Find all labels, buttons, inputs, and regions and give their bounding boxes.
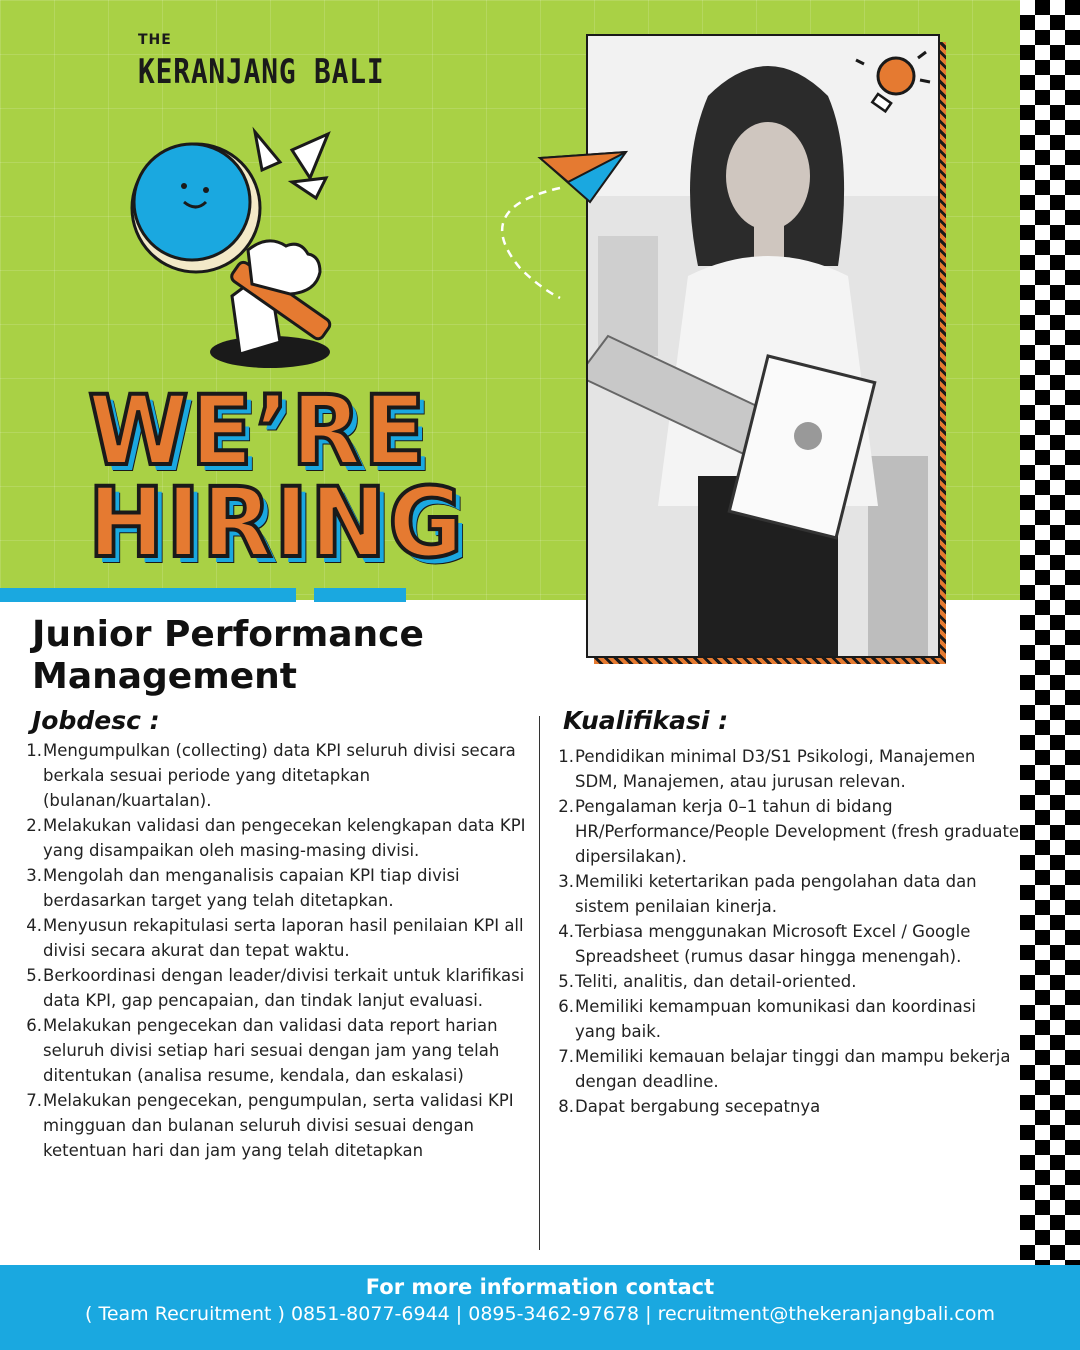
list-item: 7. Memiliki kemauan belajar tinggi dan mampu bekerja dengan deadline.: [558, 1047, 1011, 1091]
accent-bar: [0, 588, 296, 602]
kualifikasi-heading: Kualifikasi :: [563, 706, 729, 735]
list-item: 8. Dapat bergabung secepatnya: [558, 1097, 821, 1116]
contact-heading: For more information contact: [365, 1275, 715, 1299]
list-item: 6. Memiliki kemampuan komunikasi dan koordinasi yang baik.: [558, 997, 976, 1041]
contact-details: ( Team Recruitment ) 0851-8077-6944 | 0895-3462-97678 | recruitment@thekeranjangbali.com: [85, 1303, 995, 1325]
list-item: 5. Berkoordinasi dengan leader/divisi terkait untuk klarifikasi data KPI, gap pencapaian, dan tindak lanjut evaluasi.: [26, 966, 525, 1010]
job-title: Junior Performance Management: [32, 614, 424, 697]
accent-bar-short: [314, 588, 406, 602]
brand-logo: KERANJANG BALI: [138, 52, 385, 92]
magnifier-hand-illustration: [120, 120, 380, 380]
list-item: 4. Menyusun rekapitulasi serta laporan hasil penilaian KPI all divisi secara akurat dan tepat waktu.: [26, 916, 524, 960]
list-item: 1. Mengumpulkan (collecting) data KPI seluruh divisi secara berkala sesuai periode yang ditetapkan (bulanan/kuartalan).: [26, 741, 516, 810]
jobdesc-list: [26, 738, 538, 1163]
list-item: 2. Melakukan validasi dan pengecekan kelengkapan data KPI yang disampaikan oleh masing-masing divisi.: [26, 816, 526, 860]
list-item: 7. Melakukan pengecekan, pengumpulan, serta validasi KPI mingguan dan bulanan seluruh divisi sesuai dengan ketentuan hari dan jam yang telah ditetapkan: [26, 1091, 514, 1160]
list-item: 2. Pengalaman kerja 0–1 tahun di bidang HR/Performance/People Development (fresh graduate dipersilakan).: [558, 797, 1020, 866]
list-item: 1. Pendidikan minimal D3/S1 Psikologi, Manajemen SDM, Manajemen, atau jurusan relevan.: [558, 747, 976, 791]
hero-line-2: HIRING: [88, 467, 466, 579]
column-divider: [539, 716, 540, 1250]
list-item: 3. Mengolah dan menganalisis capaian KPI tiap divisi berdasarkan target yang telah ditetapkan.: [26, 866, 460, 910]
jobdesc-heading: Jobdesc :: [32, 706, 160, 735]
kualifikasi-list: [558, 744, 1020, 1119]
list-item: 5. Teliti, analitis, dan detail-oriented.: [558, 972, 857, 991]
lightbulb-icon: [854, 50, 932, 120]
hiring-headline: [88, 375, 466, 579]
checker-border: [1020, 0, 1080, 1265]
paper-plane-icon: [490, 148, 630, 308]
list-item: 6. Melakukan pengecekan dan validasi data report harian seluruh divisi setiap hari sesuai dengan jam yang telah ditentukan (analisa resume, kendala, dan eskalasi): [26, 1016, 500, 1085]
list-item: 3. Memiliki ketertarikan pada pengolahan data dan sistem penilaian kinerja.: [558, 872, 977, 916]
woman-photo: [586, 34, 940, 658]
brand-prefix: THE: [138, 32, 172, 48]
contact-footer: [0, 1265, 1080, 1350]
list-item: 4. Terbiasa menggunakan Microsoft Excel / Google Spreadsheet (rumus dasar hingga menengah).: [558, 922, 971, 966]
hero-line-1: WE’RE: [88, 375, 428, 487]
